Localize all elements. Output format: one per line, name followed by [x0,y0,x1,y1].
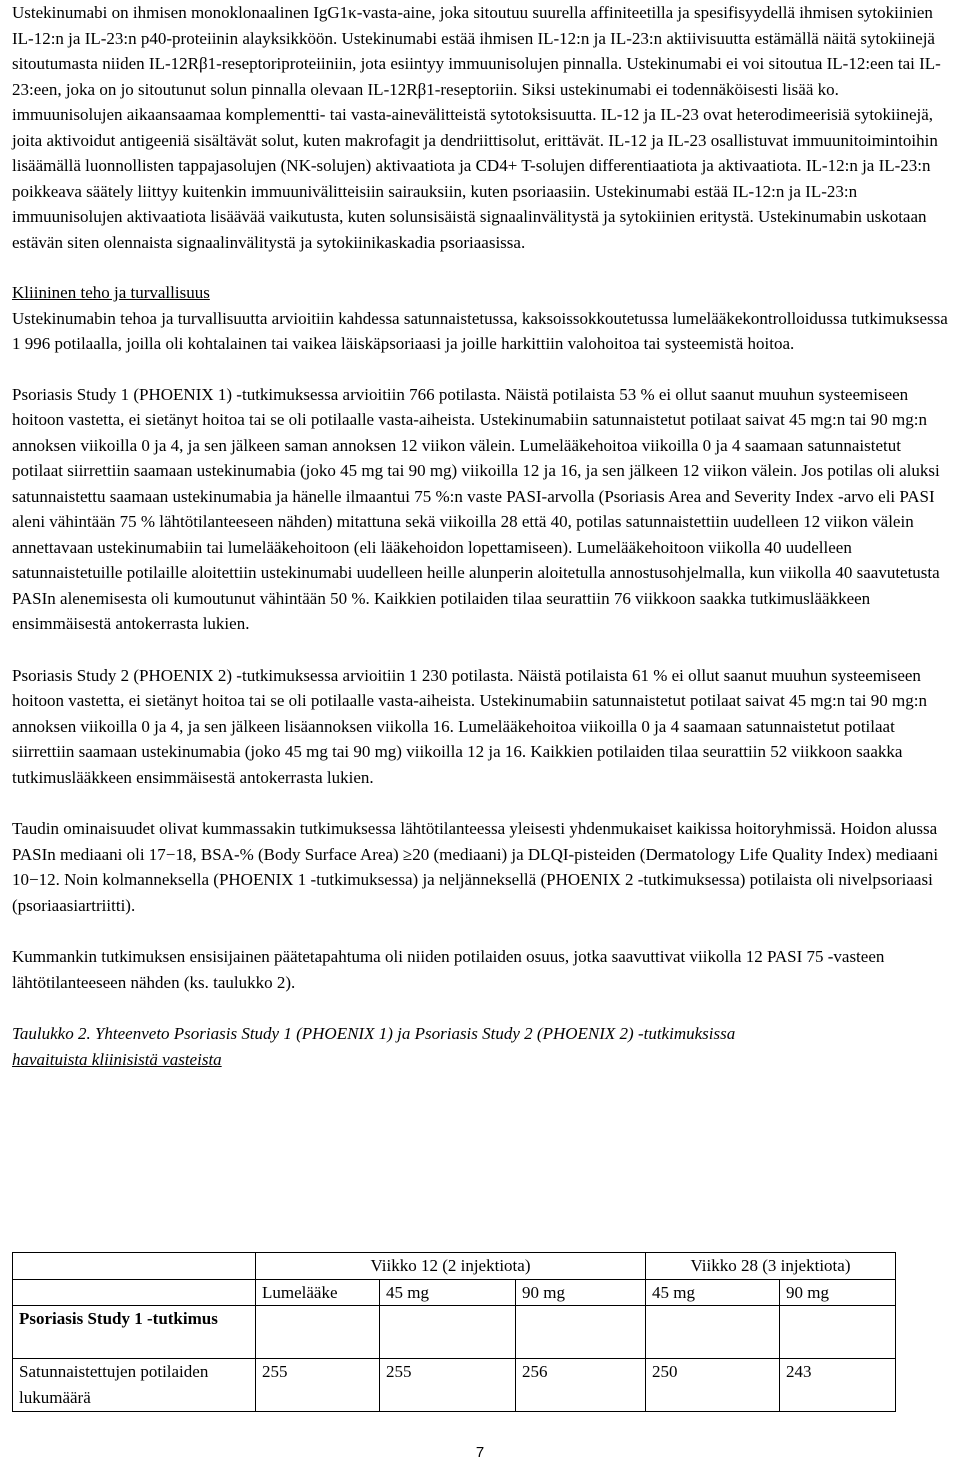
subheader-90mg-w12: 90 mg [516,1279,646,1306]
value-90mg-w28: 243 [780,1359,896,1412]
table-cell-empty [13,1253,256,1280]
value-45mg-w28: 250 [646,1359,780,1412]
endpoint-paragraph: Kummankin tutkimuksen ensisijainen päätetapahtuma oli niiden potilaiden osuus, jotka saavuttivat viikolla 12 PASI 75 -vasteen lähtötilanteeseen nähden (ks. taulukko 2). [12,947,885,992]
table-caption [12,1021,948,1072]
mechanism-paragraph: Ustekinumabi on ihmisen monoklonaalinen IgG1κ-vasta-aine, joka sitoutuu suurella affiniteetilla ja spesifisyydellä ihmisen sytokiinien IL-12:n ja IL-23:n p40-proteiinin alayksikköön. Ustekinumabi estää ihmisen IL-12:n ja IL-23:n aktiivisuutta estämällä näitä sytokiinejä sitoutumasta niiden IL-12Rβ1-reseptoriproteiiniin, jota esiintyy immuunisolujen pinnalla. Ustekinumabi ei voi sitoutua IL-12:een tai IL-23:een, joka on jo sitoutunut solun pinnalla olevaan IL-12Rβ1-reseptoriin. Siksi ustekinumabi ei todennäköisesti lisää ko. immuunisolujen aikaansaamaa komplementti- tai vasta-ainevälitteistä sytotoksisuutta. IL-12 ja IL-23 ovat heterodimeerisiä sytokiinejä, joita aktivoidut antigeeniä sisältävät solut, kuten makrofagit ja dendriittisolut, erittävät. IL-12 ja IL-23 osallistuvat immuunitoimintoihin lisäämällä luonnollisten tappajasolujen (NK-solujen) aktivaatiota ja CD4+ T-solujen differentiaatiota ja aktivaatiota. IL-12:n ja IL-23:n poikkeava säätely liittyy kuitenkin immuunivälitteisiin sairauksiin, kuten psoriaasiin. Ustekinumabi estää IL-12:n ja IL-23:n immuunisolujen aktivaatiota lisäävää vaikutusta, kuten solunsisäistä signaalinvälitystä ja sytokiinien eritystä. Ustekinumabin uskotaan estävän siten olennaista signaalinvälitystä ja sytokiinikaskadia psoriaasissa. [12,3,941,252]
table-row [13,1306,896,1359]
table-caption-line1: Taulukko 2. Yhteenveto Psoriasis Study 1 (PHOENIX 1) ja Psoriasis Study 2 (PHOENIX 2) -tutkimuksissa [12,1024,736,1043]
phoenix2-paragraph: Psoriasis Study 2 (PHOENIX 2) -tutkimuksessa arvioitiin 1 230 potilasta. Näistä potilaista 61 % ei ollut saanut muuhun systeemiseen hoitoon vastetta, ei sietänyt hoitoa tai se oli potilaalle vasta-aiheista. Ustekinumabiin satunnaistetut potilaat saivat 45 mg:n tai 90 mg:n annoksen viikoilla 0 ja 4, ja sen jälkeen lisäannoksen viikolla 16. Lumelääkehoitoa viikoilla 0 ja 4 saamaan satunnaistetut potilaat siirrettiin saamaan ustekinumabia (joko 45 mg tai 90 mg) viikoilla 12 ja 16. Kaikkien potilaiden tilaa seurattiin 52 viikkoon saakka tutkimuslääkkeen ensimmäisestä antokerrasta lukien. [12,665,927,787]
subheader-45mg-w28: 45 mg [646,1279,780,1306]
table-caption-line2: havaituista kliinisistä vasteista [12,1049,222,1069]
row-label: Satunnaistettujen potilaiden lukumäärä [13,1359,256,1412]
header-week12: Viikko 12 (2 injektiota) [256,1253,646,1280]
table-cell-empty [380,1306,516,1359]
table-cell-empty [256,1306,380,1359]
table-row [13,1359,896,1412]
table-cell-empty [780,1306,896,1359]
table-cell-empty [646,1306,780,1359]
value-placebo: 255 [256,1359,380,1412]
section-label: Psoriasis Study 1 -tutkimus [13,1306,256,1359]
table-cell-empty [516,1306,646,1359]
subheader-90mg-w28: 90 mg [780,1279,896,1306]
table-row [13,1279,896,1306]
subheader-45mg-w12: 45 mg [380,1279,516,1306]
value-90mg-w12: 256 [516,1359,646,1412]
document-page [12,0,948,1407]
header-week28: Viikko 28 (3 injektiota) [646,1253,896,1280]
efficacy-intro-paragraph: Ustekinumabin tehoa ja turvallisuutta arvioitiin kahdessa satunnaistetussa, kaksoissokkoutetussa lumelääkekontrolloidussa tutkimuksessa 1 996 potilaalla, joilla oli kohtalainen tai vaikea läiskäpsoriaasi ja joille harkittiin valohoitoa tai systeemistä hoitoa. [12,308,948,353]
phoenix1-paragraph: Psoriasis Study 1 (PHOENIX 1) -tutkimuksessa arvioitiin 766 potilasta. Näistä potilaista 53 % ei ollut saanut muuhun systeemiseen hoitoon vastetta, ei sietänyt hoitoa tai se oli potilaalle vasta-aiheista. Ustekinumabiin satunnaistetut potilaat saivat 45 mg:n tai 90 mg:n annoksen viikoilla 0 ja 4, ja sen jälkeen saman annoksen 12 viikon välein. Lumelääkehoitoa viikoilla 0 ja 4 saamaan satunnaistetut potilaat siirrettiin saamaan ustekinumabia (joko 45 mg tai 90 mg) viikoilla 12 ja 16, ja sen jälkeen 12 viikon välein. Jos potilas oli aluksi satunnaistettu saamaan ustekinumabia ja hänelle ilmaantui 75 %:n vaste PASI-arvolla (Psoriasis Area and Severity Index -arvo eli PASI aleni vähintään 75 % lähtötilanteeseen nähden) mitattuna sekä viikoilla 28 että 40, potilas satunnaistettiin uudelleen 12 viikon välein annettavaan ustekinumabiin tai lumelääkehoitoon (eli lääkehoidon lopettamiseen). Lumelääkehoitoon viikolla 40 uudelleen satunnaistetuille potilaille aloitettiin ustekinumabi uudelleen heille alunperin aloitetulla annostusohjelmalla, kun viikolla 40 saavutetusta PASIn alenemisesta oli kumoutunut vähintään 50 %. Kaikkien potilaiden tilaa seurattiin 76 viikkoon saakka tutkimuslääkkeen ensimmäisestä antokerrasta lukien. [12,384,940,633]
subheader-placebo: Lumelääke [256,1279,380,1306]
page-number: 7 [475,1444,485,1461]
baseline-paragraph: Taudin ominaisuudet olivat kummassakin tutkimuksessa lähtötilanteessa yleisesti yhdenmukaiset kaikissa hoitoryhmissä. Hoidon alussa PASIn mediaani oli 17−18, BSA-% (Body Surface Area) ≥20 (mediaani) ja DLQI-pisteiden (Dermatology Life Quality Index) mediaani 10−12. Noin kolmanneksella (PHOENIX 1 -tutkimuksessa) ja neljänneksellä (PHOENIX 2 -tutkimuksessa) potilaista oli nivelpsoriaasi (psoriaasiartriitti). [12,819,939,915]
section-heading: Kliininen teho ja turvallisuus [12,283,210,302]
table-row [13,1253,896,1280]
table-cell-empty [13,1279,256,1306]
results-table [12,1252,896,1412]
value-45mg-w12: 255 [380,1359,516,1412]
